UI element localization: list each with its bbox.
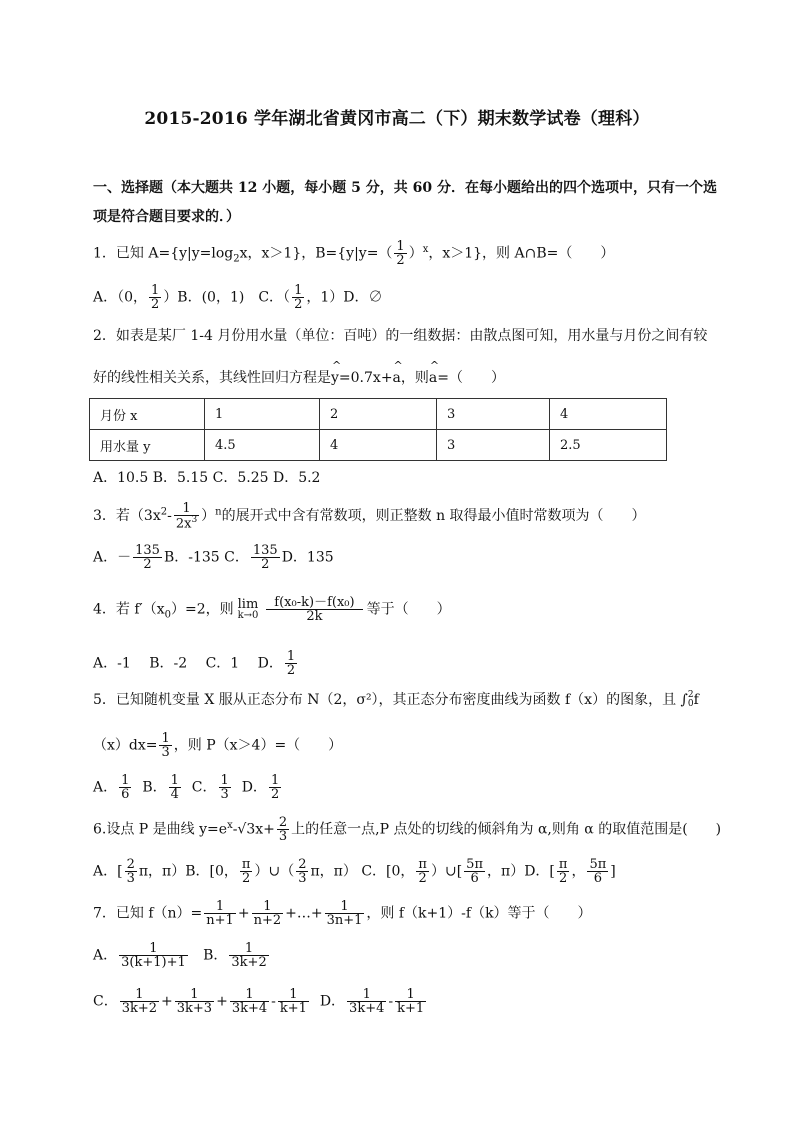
question-2-options: A．10.5 B．5.15 C．5.25 D．5.2 [93,470,321,486]
question-7-options-ab: A． $\frac{1}{3(k+1)+1}$ B． $\frac{1}{3k+2}$ [93,941,267,970]
question-3-options: A．－ $\frac{135}{2}$ B．-135 C． $\frac{135}{2}$ D．135 [93,543,334,572]
question-1-stem: 1．已知 $A=\{y|y=\log_2x$，x＞1}，B={y|y=（ $\frac{1}{2}$ ）$^x$，x＞1}，则 A∩B=（ ） [93,239,615,269]
section-heading-line2: 项是符合题目要求的．） [93,209,240,225]
question-5-line1: 5．已知随机变量 X 服从正态分布 N（2，σ²），其正态分布密度曲线为函数 f（x）的图象，且 ∫ 2 0 f [93,690,699,709]
section-heading-line1: 一、选择题（本大题共 12 小题，每小题 5 分，共 60 分．在每小题给出的四个选项中，只有一个选 [93,180,717,196]
data-table [89,398,667,461]
question-4-stem: 4．若 $f'(x_0)=2$，则 lim k→0 $\frac{\text{f(x₀-k)－f(x₀)}}{2k}$ 等于（ ） [93,595,451,624]
fraction: $\frac{1}{2}$ [396,239,405,269]
exam-title: 2015-2016 学年湖北省黄冈市高二（下）期末数学试卷（理科） [144,109,650,129]
question-7-stem: 7．已知 f（n）= $\frac{1}{n+1}$ + $\frac{1}{n+2}$ +…+ $\frac{1}{3n+1}$ ，则 f（k+1）-f（k）等于（ ） [93,899,592,928]
question-6-stem: 6.设点 P 是曲线 $y=e^x-√3x+$ $\frac{2}{3}$ 上的任意一点,P 点处的切线的倾斜角为 α,则角 α 的取值范围是( ) [93,815,722,845]
question-4-options: A．-1 B．-2 C．1 D． $\frac{1}{2}$ [93,649,296,678]
question-2-line2: 好的线性相关关系，其线性回归方程是^ y=0.7x+^ a，则^ a=（ ） [93,368,713,388]
question-5-line2: （x）dx= $\frac{1}{3}$ ，则 P（x＞4）=（ ） [93,731,343,760]
question-5-options: A． $\frac{1}{6}$ B． $\frac{1}{4}$ C． $\frac{1}{3}$ D． $\frac{1}{2}$ [93,773,280,802]
limit: lim k→0 [237,597,259,621]
question-1-options: A．（0， $\frac{1}{2}$ ）B．(0，1) C．（ $\frac{1}{2}$ ，1）D．∅ [93,283,383,312]
table-row: 月份 x 1 2 3 4 [90,399,667,430]
question-3-stem: 3．若（$3x^2-$ $\frac{1}{2x^3}$ ）$^n$的展开式中含有常数项，则正整数 n 取得最小值时常数项为（ ） [93,501,646,532]
question-2-line1: 2．如表是某厂 1-4 月份用水量（单位：百吨）的一组数据：由散点图可知，用水量与月份之间有较 [93,328,708,344]
question-7-options-cd: C． $\frac{1}{3k+2}$ + $\frac{1}{3k+3}$ + $\frac{1}{3k+4}$ - $\frac{1}{k+1}$ D． $\frac{1}{3k+4}$ - $\frac{1}{k+1}$ [93,987,425,1016]
question-6-options: A．[ $\frac{2}{3}$ π，π）B．[0， $\frac{\pi}{2}$ ）∪（ $\frac{2}{3}$ π，π） C．[0， $\frac{\pi}{2}$ ）∪[ $\frac{5\pi}{6}$ ，π）D．[ $\frac{\pi}{2}$ ， $\frac{5\pi}{6}$ ] [93,857,616,886]
table-row: 用水量 y 4.5 4 3 2.5 [90,430,667,461]
